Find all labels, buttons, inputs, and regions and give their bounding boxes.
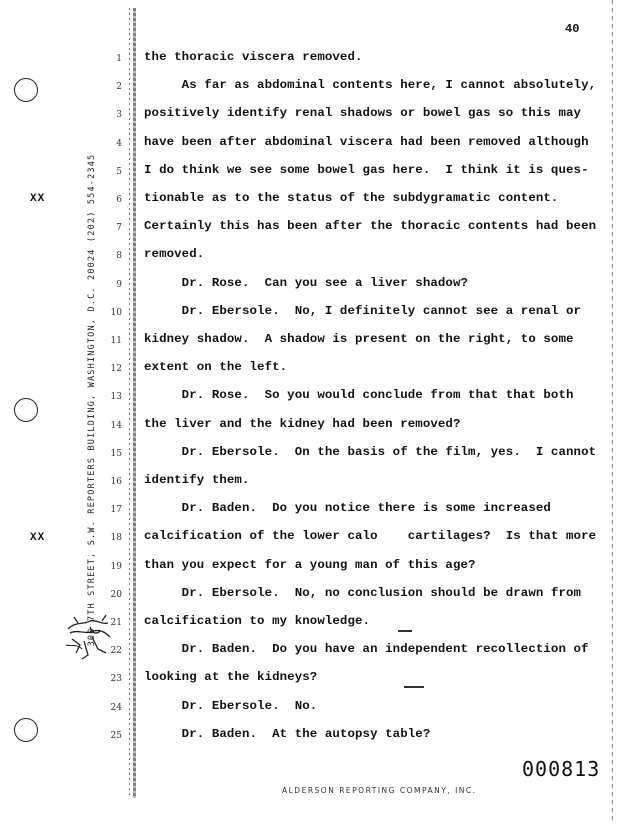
line-number: 17 [110, 505, 122, 516]
line-number: 11 [110, 336, 122, 346]
transcript-line: I do think we see some bowel gas here. I think it is ques- [144, 162, 589, 177]
line-number: 2 [116, 82, 122, 93]
line-number: 1 [116, 54, 122, 64]
transcript-line: Dr. Ebersole. On the basis of the film, yes. I cannot [144, 444, 597, 459]
transcript-line: Dr. Baden. Do you notice there is some increased [144, 501, 551, 516]
line-number: 21 [110, 618, 122, 628]
transcript-line: Dr. Baden. At the autopsy table? [144, 726, 431, 741]
margin-doodle-sketch [62, 615, 114, 663]
line-number: 12 [110, 364, 122, 375]
line-number: 14 [110, 420, 122, 431]
right-edge-line [612, 0, 613, 824]
margin-rule [133, 8, 136, 798]
transcript-line: calcification to my knowledge. [144, 614, 371, 628]
transcript-line: Certainly this has been after the thoracic contents had been [144, 219, 597, 234]
line-number: 7 [116, 223, 122, 234]
line-number: 19 [110, 561, 122, 572]
line-number: 9 [116, 279, 122, 290]
xx-mark-upper: XX [30, 193, 46, 205]
transcript-line: identify them. [144, 473, 250, 487]
transcript-line: kidney shadow. A shadow is present on the right, to some [144, 332, 574, 346]
transcript-line: looking at the kidneys? [144, 670, 318, 685]
reporter-address: 300 7TH STREET, S.W. REPORTERS BUILDING, WASHINGTON, D.C. 20024 (202) 554-2345 [87, 153, 97, 647]
line-number: 8 [116, 251, 122, 262]
transcript-line: As far as abdominal contents here, I cannot absolutely, [144, 78, 597, 93]
punch-hole-top [14, 78, 38, 102]
transcript-line: Dr. Ebersole. No, I definitely cannot see a renal or [144, 303, 582, 318]
transcript-line: removed. [144, 247, 205, 262]
transcript-line: the liver and the kidney had been removed? [144, 416, 461, 431]
line-number: 16 [110, 477, 122, 487]
punch-hole-middle [14, 398, 38, 422]
transcript-line: extent on the left. [144, 360, 288, 375]
handwritten-dash-1 [398, 630, 412, 632]
handwritten-dash-2 [404, 686, 424, 688]
line-number: 18 [110, 533, 122, 544]
line-number: 3 [116, 110, 122, 121]
page-number: 40 [565, 22, 580, 36]
transcript-line: Dr. Ebersole. No. [144, 698, 318, 713]
line-number: 13 [110, 392, 122, 403]
transcript-line: have been after abdominal viscera had been removed although [144, 134, 589, 149]
line-number: 22 [110, 646, 122, 657]
line-number: 15 [110, 448, 122, 459]
line-number: 20 [110, 589, 122, 600]
punch-hole-bottom [14, 718, 38, 742]
transcript-line: positively identify renal shadows or bowel gas so this may [144, 106, 582, 121]
transcript-line: Dr. Rose. So you would conclude from that that both [144, 388, 574, 403]
line-number: 23 [110, 674, 122, 685]
line-number: 10 [110, 307, 122, 318]
transcript-line: Dr. Rose. Can you see a liver shadow? [144, 275, 469, 290]
transcript-line: calcification of the lower calo cartilages? Is that more [144, 529, 597, 544]
line-number: 24 [110, 702, 122, 713]
line-number: 25 [110, 730, 122, 741]
transcript-line: tionable as to the status of the subdygramatic content. [144, 191, 559, 205]
xx-mark-lower: XX [30, 532, 46, 544]
transcript-line: Dr. Ebersole. No, no conclusion should be drawn from [144, 585, 582, 600]
transcript-line: than you expect for a young man of this age? [144, 557, 476, 572]
transcript-line: the thoracic viscera removed. [144, 50, 363, 64]
transcript-line: Dr. Baden. Do you have an independent recollection of [144, 642, 589, 657]
margin-rule-thin [129, 8, 130, 798]
line-number: 4 [116, 138, 122, 149]
reporting-company-footer: ALDERSON REPORTING COMPANY, INC. [282, 786, 477, 795]
line-number: 6 [116, 195, 122, 205]
bates-number: 000813 [522, 757, 601, 781]
line-number: 5 [116, 166, 122, 177]
